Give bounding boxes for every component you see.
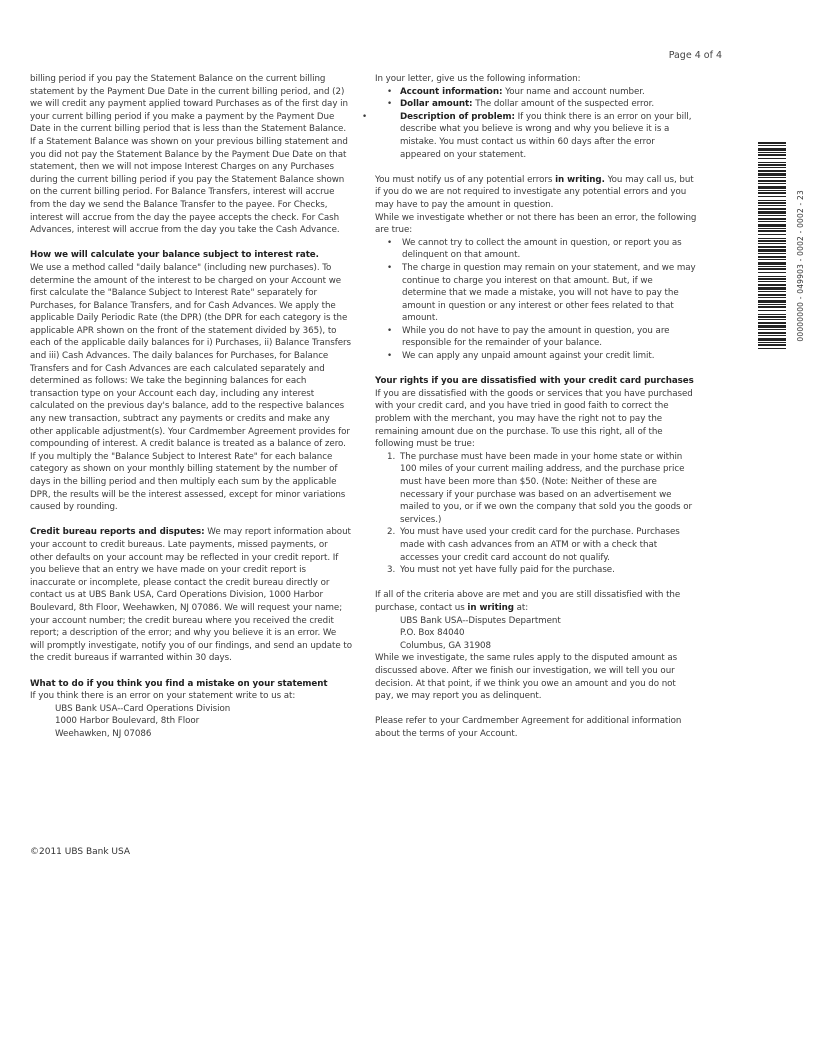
disputes-address (400, 615, 697, 653)
address-line: Weehawken, NJ 07086 (55, 728, 152, 739)
criteria-pre: If all of the criteria above are met and you are still dissatisfied with the purchase, contact us (375, 590, 681, 613)
letter-intro: In your letter, give us the following information: (375, 74, 581, 84)
item-text: The dollar amount of the suspected error. (472, 99, 655, 110)
rights-heading: Your rights if you are dissatisfied with your credit card purchases (375, 376, 694, 387)
address-line: UBS Bank USA--Card Operations Division (55, 703, 231, 714)
item-label: Description of problem: (400, 111, 515, 122)
list-item: • The charge in question may remain on your statement, and we may continue to charge you interest on that amount. But, if we determine that we made a mistake, you will not have to pay the amount in question or any interest or other fees related to that amount. (400, 262, 697, 325)
balance-text: We use a method called "daily balance" (including new purchases). To determine the amount of the interest to be charged on your Account we first calculate the "Balance Subject to Interest Rate" separately for Purchases, for Balance Transfers, and for Cash Advances. We apply the applicable Daily Periodic Rate (the DPR) (the DPR for each category is the applicable APR shown on the front of the statement divided by 365), to each of the applicable daily balances for i) Purchases, ii) Balance Transfers and iii) Cash Advances. The daily balances for Purchases, for Balance Transfers and for Cash Advances are each calculated separately and determined as follows: We take the beginning balances for each transaction type on your Account each day, including any interest calculated on the previous day's balance, add to the respective balances any new transaction, subtract any payments or credits and make any other applicable adjustment(s). Your Cardmember Agreement provides for compounding of interest. A credit balance is treated as a balance of zero. If you multiply the "Balance Subject to Interest Rate" for each balance category as shown on your monthly billing statement by the number of days in the billing period and then multiply each sum by the applicable DPR, the results will be the interest assessed, except for minor variations caused by rounding. (30, 262, 352, 513)
list-item (375, 111, 697, 161)
mistake-text: If you think there is an error on your statement write to us at: (30, 691, 296, 702)
barcode (758, 142, 786, 350)
list-item: • While you do not have to pay the amount in question, you are responsible for the remainder of your balance. (400, 325, 697, 350)
balance-heading: How we will calculate your balance subject to interest rate. (30, 250, 319, 261)
left-column (30, 73, 352, 740)
item-text: You must not yet have fully paid for the purchase. (400, 565, 615, 576)
card-operations-address (55, 703, 352, 741)
notify-bold: in writing. (555, 174, 605, 185)
item-label: Dollar amount: (400, 99, 473, 110)
mistake-section (30, 678, 352, 703)
after-investigation-text: While we investigate, the same rules apply to the disputed amount as discussed above. After we finish our investigation, we will tell you our decision. At that point, if we think you owe an amount and you do not pay, we may report you as delinquent. (375, 653, 678, 702)
address-line: 1000 Harbor Boulevard, 8th Floor (55, 716, 200, 727)
rights-text: If you are dissatisfied with the goods or services that you have purchased with your credit card, and you have tried in good faith to correct the problem with the merchant, you may have the right not to pay the remaining amount due on the purchase. To use this right, all of the following must be true: (375, 388, 693, 450)
address-line: Columbus, GA 31908 (400, 640, 492, 651)
item-text: Your name and account number. (502, 86, 645, 97)
criteria-post: at: (513, 602, 529, 613)
item-label: Account information: (400, 86, 503, 97)
barcode-number: 00000000 - 049903 - 0002 - 0002 - 23 (796, 190, 805, 342)
copyright: ©2011 UBS Bank USA (30, 847, 131, 857)
page-number: Page 4 of 4 (668, 50, 722, 61)
list-item (387, 526, 697, 564)
balance-section (30, 249, 352, 513)
rights-list (375, 451, 697, 577)
list-item: • We cannot try to collect the amount in question, or report you as delinquent on that amount. (400, 237, 697, 262)
item-number: 1. (387, 451, 396, 462)
notify-post: You may call us, but if you do we are not required to investigate any potential errors and you may have to pay the amount in question. (375, 174, 694, 210)
notify-pre: You must notify us of any potential errors (375, 174, 556, 185)
investigate-intro: While we investigate whether or not there has been an error, the following are true: (375, 212, 697, 236)
address-line: P.O. Box 84040 (400, 628, 465, 639)
bureau-heading: Credit bureau reports and disputes: (30, 527, 205, 538)
item-text: The purchase must have been made in your home state or within 100 miles of your current mailing address, and the purchase price must have been more than $50. (Note: Neither of these are necessary if your purchase was based on an advertisement we mailed to you, or if we own the company that sold you the goods or services.) (400, 451, 693, 525)
right-column (375, 73, 697, 753)
criteria-paragraph (375, 589, 697, 614)
bureau-text: We may report information about your account to credit bureaus. Late payments, missed payments, or other defaults on your account may be reflected in your credit report. If you believe that an entry we have made on your credit report is inaccurate or incomplete, please contact the credit bureau directly or contact us at UBS Bank USA, Card Operations Division, 1000 Harbor Boulevard, 8th Floor, Weehawken, NJ 07086. We will request your name; your account number; the credit bureau where you received the credit report; a description of the error; and why you believe it is an error. We will promptly investigate, notify you of our findings, and send an update to the credit bureaus if warranted within 30 days. (30, 527, 352, 664)
criteria-bold: in writing (467, 602, 514, 613)
address-line: UBS Bank USA--Disputes Department (400, 615, 561, 626)
interest-paragraph: billing period if you pay the Statement Balance on the current billing statement by the Payment Due Date in the current billing period, and (2) we will credit any payment applied toward Purchases as of the first day in your current billing period if you make a payment by the Payment Due Date in the current billing period that is less than the Statement Balance. If a Statement Balance was shown on your previous billing statement and you did not pay the Statement Balance by the Payment Due Date on that statement, then we will not impose Interest Charges on any Purchases during the current billing period if you pay the Statement Balance shown on the current billing period. For Balance Transfers, interest will accrue from the day we send the Balance Transfer to the payee. For Checks, interest will accrue from the day the payee accepts the check. For Cash Advances, interest will accrue from the day you take the Cash Advance. (30, 74, 348, 236)
item-text: You must have used your credit card for the purchase. Purchases made with cash advances from an ATM or with a check that accesses your credit card account do not qualify. (400, 527, 680, 563)
refer-text: Please refer to your Cardmember Agreement for additional information about the terms of your Account. (375, 716, 682, 739)
investigate-list (375, 237, 697, 363)
list-item (400, 86, 697, 99)
list-item (387, 564, 697, 577)
item-number: 3. (387, 565, 396, 576)
list-item: • We can apply any unpaid amount against your credit limit. (400, 350, 697, 363)
notify-paragraph (375, 174, 697, 212)
letter-items-list (375, 86, 697, 162)
list-item (400, 98, 697, 111)
list-item (387, 451, 697, 527)
mistake-heading: What to do if you think you find a mistake on your statement (30, 678, 328, 689)
item-number: 2. (387, 527, 396, 538)
bureau-section (30, 526, 352, 665)
item-text: If you think there is an error on your bill, describe what you believe is wrong and why you believe it is a mistake. You must contact us within 60 days after the error appeared on your statement. (400, 111, 692, 160)
